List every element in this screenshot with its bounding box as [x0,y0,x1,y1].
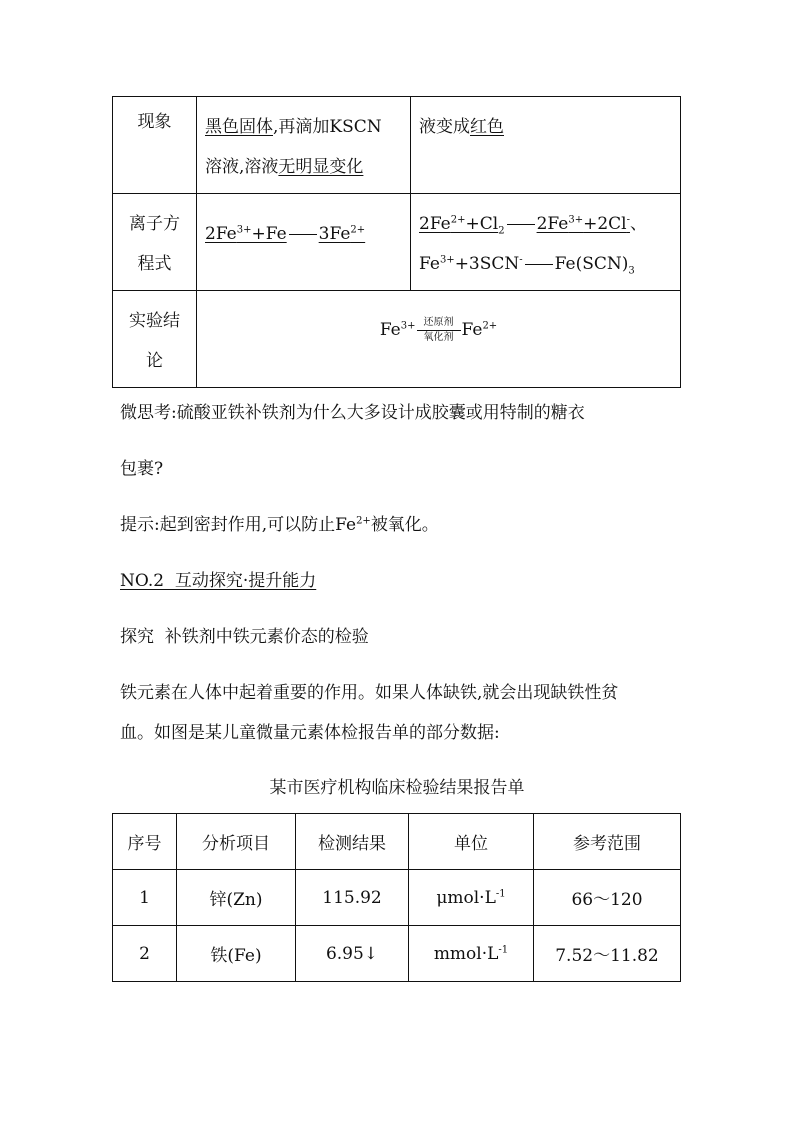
think-question-line2: 包裹? [120,459,164,479]
underlined-text: 红色 [470,117,504,137]
equation-cell-1 [197,194,411,291]
row-label-equation: 离子方 程式 [113,194,197,291]
redox-conversion: $Fe^{3+}$ 还原剂 氧化剂 $Fe^{2+}$ [379,317,498,343]
phenomenon-cell-2: 液变成红色 [411,97,681,194]
equation-cell-2 [411,194,681,291]
explore-heading: 探究 补铁剂中铁元素价态的检验 [120,627,369,647]
table-row: 2 铁(Fe) 6.95↓ $mmol\cdot L^{-1}$ 7.52～11.82 [113,926,681,982]
underlined-text: 无明显变化 [278,157,364,177]
hint-text: 提示:起到密封作用,可以防止$Fe^{2+}$被氧化。 [120,515,439,535]
header-cell: 单位 [409,814,534,870]
equation-fe3-fe: $2Fe^{3+}+Fe$ $3Fe^{2+}$ [205,224,366,244]
header-cell: 分析项目 [177,814,296,870]
table-header-row [113,814,681,870]
header-cell: 参考范围 [534,814,681,870]
row-label-phenomenon: 现象 [113,97,197,194]
reaction-table [112,96,681,388]
report-title: 某市医疗机构临床检验结果报告单 [269,778,525,798]
paragraph-line2: 血。如图是某儿童微量元素体检报告单的部分数据: [120,723,500,743]
section-heading: NO.2 互动探究·提升能力 [120,571,317,591]
think-question-line1: 微思考:硫酸亚铁补铁剂为什么大多设计成胶囊或用特制的糖衣 [120,403,585,423]
table-row: 1 锌(Zn) 115.92 $\mu mol\cdot L^{-1}$ 66～120 [113,870,681,926]
report-table [112,813,681,982]
conclusion-cell [197,291,681,388]
equation-fe3-scn: $Fe^{3+}+3SCN^-$ $Fe(SCN)_3$ [419,254,635,277]
redox-arrow: 还原剂 氧化剂 [417,317,461,344]
row-label-conclusion: 实验结 论 [113,291,197,388]
underlined-text: 黑色固体 [205,117,273,137]
header-cell: 检测结果 [296,814,409,870]
phenomenon-cell-1: 黑色固体,再滴加KSCN 溶液,溶液无明显变化 [197,97,411,194]
paragraph-line1: 铁元素在人体中起着重要的作用。如果人体缺铁,就会出现缺铁性贫 [120,683,619,703]
equation-fe2-cl2: $2Fe^{2+}+Cl_2$ $2Fe^{3+}+2Cl^-$、 [419,214,647,237]
header-cell: 序号 [113,814,177,870]
